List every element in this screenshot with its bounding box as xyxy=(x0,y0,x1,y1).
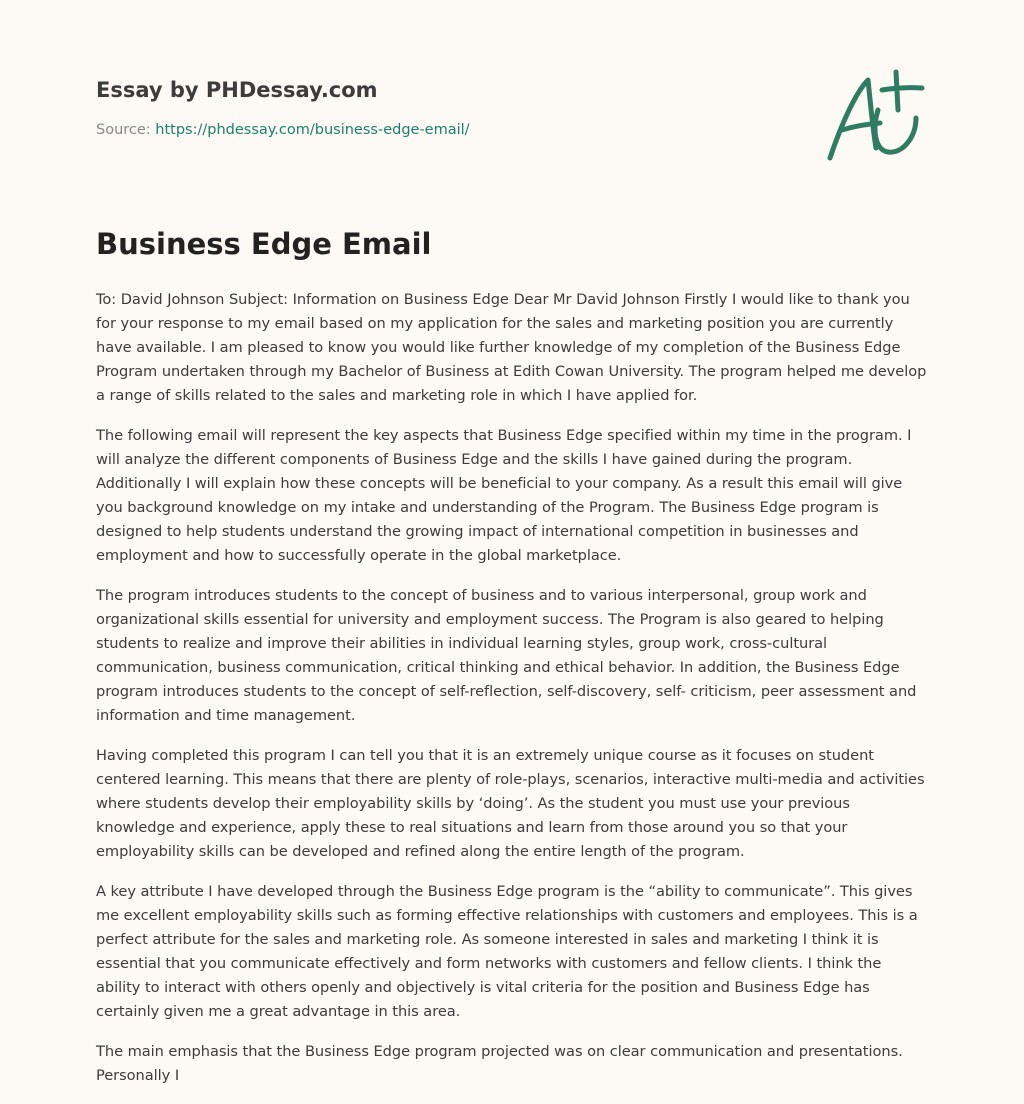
essay-paragraph: The following email will represent the key aspects that Business Edge specified within my time in the program. I will analyze the different components of Business Edge and the skills I have gained during the program. Additionally I will explain how these concepts will be beneficial to your company. As a result this email will give you background knowledge on my intake and understanding of the Program. The Business Edge program is designed to help students understand the growing impact of international competition in businesses and employment and how to successfully operate in the global marketplace. xyxy=(96,427,912,564)
source-label: Source: xyxy=(96,122,151,138)
essay-paragraph: A key attribute I have developed through the Business Edge program is the “ability to communicate”. This gives me excellent employability skills such as forming effective relationships with customers and employees. This is a perfect attribute for the sales and marketing role. As someone interested in sales and marketing I think it is essential that you communicate effectively and form networks with customers and fellow clients. I think the ability to interact with others openly and objectively is vital criteria for the position and Business Edge has certainly given me a great advantage in this area. xyxy=(96,883,918,1020)
essay-article xyxy=(96,222,930,1104)
site-title: Essay by PHDessay.com xyxy=(96,78,378,102)
essay-paragraph: The main emphasis that the Business Edge program projected was on clear communication and presentations. Personally I xyxy=(96,1043,903,1084)
essay-paragraph: Having completed this program I can tell you that it is an extremely unique course as it focuses on student centered learning. This means that there are plenty of role-plays, scenarios, interactive multi-media and activities where students develop their employability skills by ‘doing’. As the student you must use your previous knowledge and experience, apply these to real situations and learn from those around you so that your employability skills can be developed and refined along the entire length of the program. xyxy=(96,747,925,860)
essay-paragraph: The program introduces students to the concept of business and to various interpersonal, group work and organizational skills essential for university and employment success. The Program is also geared to helping students to realize and improve their abilities in individual learning styles, group work, cross-cultural communication, business communication, critical thinking and ethical behavior. In addition, the Business Edge program introduces students to the concept of self-reflection, self-discovery, self- criticism, peer assessment and information and time management. xyxy=(96,587,917,724)
essay-title: Business Edge Email xyxy=(96,227,432,261)
essay-paragraph: To: David Johnson Subject: Information on Business Edge Dear Mr David Johnson Firstly I would like to thank you for your response to my email based on my application for the sales and marketing position you are currently have available. I am pleased to know you would like further knowledge of my completion of the Business Edge Program undertaken through my Bachelor of Business at Edith Cowan University. The program helped me develop a range of skills related to the sales and marketing role in which I have applied for. xyxy=(96,291,927,404)
a-plus-grade-icon xyxy=(820,68,930,168)
source-link[interactable]: https://phdessay.com/business-edge-email/ xyxy=(155,122,470,138)
source-line xyxy=(96,120,696,140)
page-header xyxy=(96,76,696,140)
